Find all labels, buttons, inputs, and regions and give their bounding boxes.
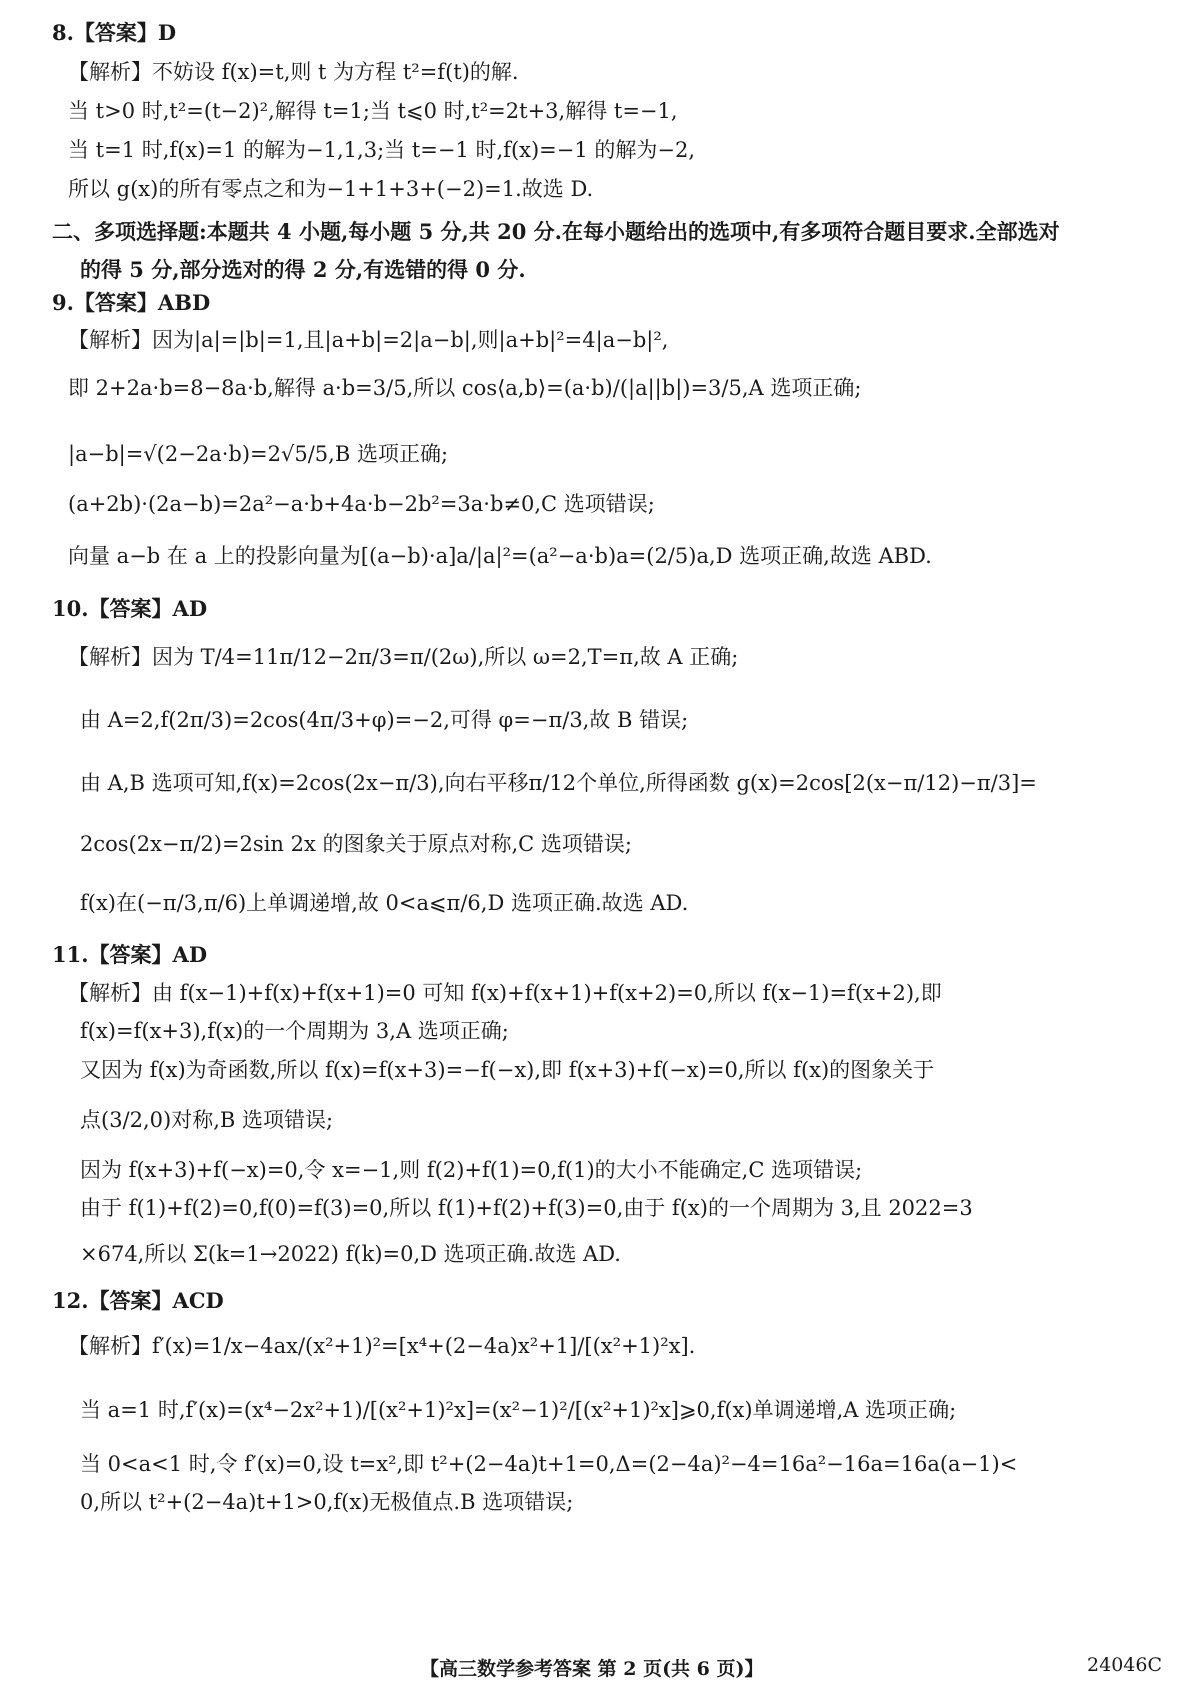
- q9-line-4: (a+2b)·(2a−b)=2a²−a·b+4a·b−2b²=3a·b≠0,C 选项错误;: [68, 492, 655, 516]
- q12-line-1: 【解析】f′(x)=1/x−4ax/(x²+1)²=[x⁴+(2−4a)x²+1]/[(x²+1)²x].: [68, 1334, 696, 1358]
- q12-line-3: 当 0<a<1 时,令 f′(x)=0,设 t=x²,即 t²+(2−4a)t+1=0,Δ=(2−4a)²−4=16a²−16a=16a(a−1)<: [80, 1452, 1018, 1476]
- q11-line-6: 由于 f(1)+f(2)=0,f(0)=f(3)=0,所以 f(1)+f(2)+f(3)=0,由于 f(x)的一个周期为 3,且 2022=3: [80, 1196, 973, 1220]
- footer-title: 【高三数学参考答案 第 2 页(共 6 页)】: [420, 1658, 764, 1680]
- q11-line-3: 又因为 f(x)为奇函数,所以 f(x)=f(x+3)=−f(−x),即 f(x+3)+f(−x)=0,所以 f(x)的图象关于: [80, 1058, 935, 1082]
- q10-line-4: 2cos(2x−π/2)=2sin 2x 的图象关于原点对称,C 选项错误;: [80, 832, 632, 856]
- section-heading-1: 二、多项选择题:本题共 4 小题,每小题 5 分,共 20 分.在每小题给出的选项中,有多项符合题目要求.全部选对: [52, 219, 1060, 244]
- q11-line-7: ×674,所以 Σ(k=1→2022) f(k)=0,D 选项正确.故选 AD.: [80, 1242, 621, 1266]
- footer-code: 24046C: [1087, 1654, 1162, 1676]
- q8-line-1: 【解析】不妨设 f(x)=t,则 t 为方程 t²=f(t)的解.: [68, 60, 519, 84]
- q11-line-1: 【解析】由 f(x−1)+f(x)+f(x+1)=0 可知 f(x)+f(x+1)+f(x+2)=0,所以 f(x−1)=f(x+2),即: [68, 981, 942, 1005]
- q11-line-5: 因为 f(x+3)+f(−x)=0,令 x=−1,则 f(2)+f(1)=0,f(1)的大小不能确定,C 选项错误;: [80, 1158, 863, 1182]
- q9-line-5: 向量 a−b 在 a 上的投影向量为[(a−b)·a]a/|a|²=(a²−a·b)a=(2/5)a,D 选项正确,故选 ABD.: [68, 544, 932, 568]
- q9-answer: 9.【答案】ABD: [52, 290, 211, 315]
- q8-line-3: 当 t=1 时,f(x)=1 的解为−1,1,3;当 t=−1 时,f(x)=−1 的解为−2,: [68, 138, 696, 162]
- q12-line-4: 0,所以 t²+(2−4a)t+1>0,f(x)无极值点.B 选项错误;: [80, 1490, 574, 1514]
- q8-line-2: 当 t>0 时,t²=(t−2)²,解得 t=1;当 t⩽0 时,t²=2t+3,解得 t=−1,: [68, 99, 678, 123]
- q8-line-4: 所以 g(x)的所有零点之和为−1+1+3+(−2)=1.故选 D.: [68, 177, 594, 201]
- q9-line-2: 即 2+2a·b=8−8a·b,解得 a·b=3/5,所以 cos⟨a,b⟩=(a·b)/(|a||b|)=3/5,A 选项正确;: [68, 376, 862, 400]
- q9-line-1: 【解析】因为|a|=|b|=1,且|a+b|=2|a−b|,则|a+b|²=4|a−b|²,: [68, 328, 669, 352]
- q12-line-2: 当 a=1 时,f′(x)=(x⁴−2x²+1)/[(x²+1)²x]=(x²−1)²/[(x²+1)²x]⩾0,f(x)单调递增,A 选项正确;: [80, 1398, 957, 1422]
- q8-answer: 8.【答案】D: [52, 20, 177, 45]
- q10-line-3: 由 A,B 选项可知,f(x)=2cos(2x−π/3),向右平移π/12个单位,所得函数 g(x)=2cos[2(x−π/12)−π/3]=: [80, 771, 1037, 795]
- q12-answer: 12.【答案】ACD: [52, 1288, 224, 1313]
- q11-line-4: 点(3/2,0)对称,B 选项错误;: [80, 1108, 334, 1132]
- q9-line-3: |a−b|=√(2−2a·b)=2√5/5,B 选项正确;: [68, 442, 449, 466]
- q10-line-5: f(x)在(−π/3,π/6)上单调递增,故 0<a⩽π/6,D 选项正确.故选 AD.: [80, 891, 689, 915]
- q10-line-2: 由 A=2,f(2π/3)=2cos(4π/3+φ)=−2,可得 φ=−π/3,故 B 错误;: [80, 708, 689, 732]
- q11-line-2: f(x)=f(x+3),f(x)的一个周期为 3,A 选项正确;: [80, 1019, 509, 1043]
- section-heading-2: 的得 5 分,部分选对的得 2 分,有选错的得 0 分.: [80, 257, 526, 282]
- q10-line-1: 【解析】因为 T/4=11π/12−2π/3=π/(2ω),所以 ω=2,T=π,故 A 正确;: [68, 645, 739, 669]
- q10-answer: 10.【答案】AD: [52, 596, 208, 621]
- q11-answer: 11.【答案】AD: [52, 942, 208, 967]
